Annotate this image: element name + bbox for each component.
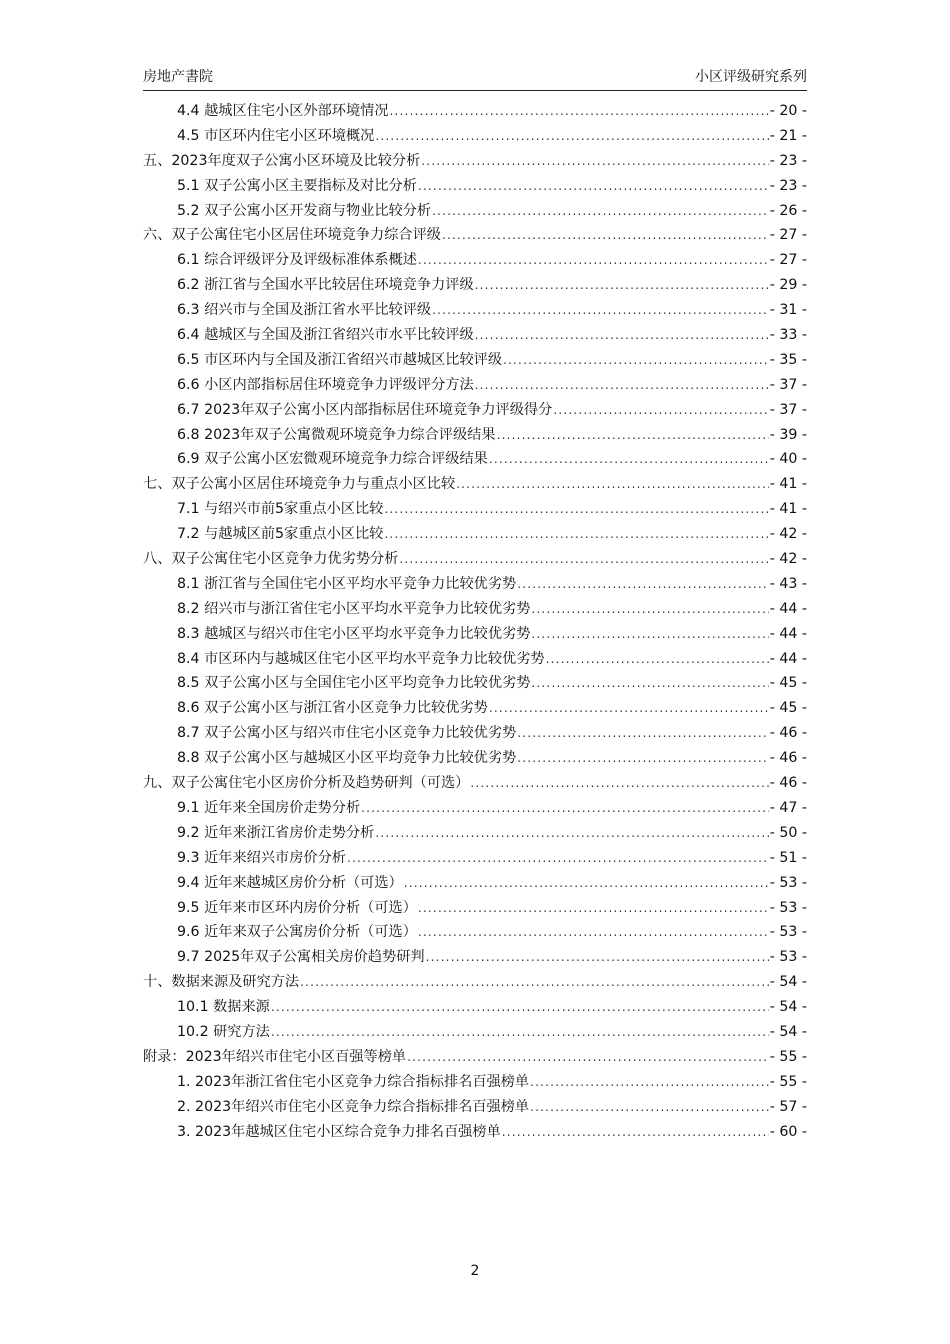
toc-entry-page: - 54 - bbox=[769, 999, 807, 1016]
toc-entry[interactable] bbox=[143, 223, 807, 248]
toc-dot-leader bbox=[432, 199, 769, 224]
toc-entry-page: - 41 - bbox=[769, 476, 807, 493]
toc-entry[interactable] bbox=[143, 945, 807, 970]
toc-dot-leader bbox=[531, 597, 768, 622]
toc-entry-page: - 53 - bbox=[769, 899, 807, 916]
toc-entry-page: - 44 - bbox=[769, 600, 807, 617]
toc-entry[interactable] bbox=[143, 796, 807, 821]
toc-entry-page: - 53 - bbox=[769, 874, 807, 891]
toc-entry[interactable] bbox=[143, 1020, 807, 1045]
toc-dot-leader bbox=[418, 920, 769, 945]
toc-entry[interactable] bbox=[143, 1095, 807, 1120]
toc-dot-leader bbox=[418, 248, 769, 273]
toc-entry-page: - 33 - bbox=[769, 327, 807, 344]
toc-entry[interactable] bbox=[143, 746, 807, 771]
toc-dot-leader bbox=[470, 771, 768, 796]
toc-entry-label: 4.4 越城区住宅小区外部环境情况 bbox=[177, 103, 389, 119]
toc-entry-label: 7.1 与绍兴市前5家重点小区比较 bbox=[177, 501, 384, 518]
toc-entry-label: 6.1 综合评级评分及评级标准体系概述 bbox=[177, 252, 417, 269]
toc-entry-label: 6.8 2023年双子公寓微观环境竞争力综合评级结果 bbox=[177, 426, 496, 443]
toc-entry-page: - 47 - bbox=[769, 799, 807, 816]
toc-entry-label: 2. 2023年绍兴市住宅小区竞争力综合指标排名百强榜单 bbox=[177, 1098, 530, 1115]
toc-entry[interactable] bbox=[143, 647, 807, 672]
toc-dot-leader bbox=[531, 622, 768, 647]
toc-dot-leader bbox=[300, 970, 769, 995]
toc-entry-page: - 44 - bbox=[769, 650, 807, 667]
toc-dot-leader bbox=[375, 821, 768, 846]
toc-entry[interactable] bbox=[143, 99, 807, 124]
toc-entry-page: - 42 - bbox=[769, 526, 807, 543]
toc-entry-page: - 60 - bbox=[769, 1123, 807, 1140]
toc-entry-label: 6.5 市区环内与全国及浙江省绍兴市越城区比较评级 bbox=[177, 351, 503, 368]
toc-entry-label: 1. 2023年浙江省住宅小区竞争力综合指标排名百强榜单 bbox=[177, 1073, 530, 1090]
toc-entry[interactable] bbox=[143, 970, 807, 995]
toc-dot-leader bbox=[517, 572, 768, 597]
toc-dot-leader bbox=[489, 696, 769, 721]
toc-entry-label: 9.3 近年来绍兴市房价分析 bbox=[177, 849, 346, 866]
toc-entry[interactable] bbox=[143, 323, 807, 348]
toc-entry-label: 附录：2023年绍兴市住宅小区百强等榜单 bbox=[143, 1048, 407, 1065]
toc-entry-label: 8.7 双子公寓小区与绍兴市住宅小区竞争力比较优劣势 bbox=[177, 725, 517, 742]
toc-entry[interactable] bbox=[143, 846, 807, 871]
toc-entry-page: - 53 - bbox=[769, 949, 807, 966]
toc-entry[interactable] bbox=[143, 174, 807, 199]
toc-entry-label: 8.1 浙江省与全国住宅小区平均水平竞争力比较优劣势 bbox=[177, 575, 517, 592]
toc-dot-leader bbox=[530, 1070, 769, 1095]
toc-entry[interactable] bbox=[143, 497, 807, 522]
toc-entry-page: - 37 - bbox=[769, 401, 807, 418]
toc-entry-label: 9.2 近年来浙江省房价走势分析 bbox=[177, 824, 375, 841]
toc-entry-page: - 31 - bbox=[769, 302, 807, 319]
toc-entry[interactable] bbox=[143, 1120, 807, 1145]
toc-entry-page: - 43 - bbox=[769, 575, 807, 592]
toc-dot-leader bbox=[497, 423, 769, 448]
toc-entry-page: - 46 - bbox=[769, 725, 807, 742]
toc-entry[interactable] bbox=[143, 995, 807, 1020]
toc-dot-leader bbox=[361, 796, 769, 821]
toc-dot-leader bbox=[421, 149, 768, 174]
toc-entry-label: 8.4 市区环内与越城区住宅小区平均水平竞争力比较优劣势 bbox=[177, 650, 545, 667]
toc-dot-leader bbox=[399, 547, 768, 572]
toc-dot-leader bbox=[375, 124, 768, 149]
toc-entry[interactable] bbox=[143, 149, 807, 174]
toc-entry[interactable] bbox=[143, 472, 807, 497]
toc-entry-page: - 40 - bbox=[769, 451, 807, 468]
toc-entry[interactable] bbox=[143, 622, 807, 647]
toc-dot-leader bbox=[404, 871, 769, 896]
toc-dot-leader bbox=[442, 223, 769, 248]
toc-entry-label: 九、双子公寓住宅小区房价分析及趋势研判（可选） bbox=[143, 775, 470, 792]
header-publisher: 房地产書院 bbox=[143, 69, 213, 85]
toc-dot-leader bbox=[418, 896, 769, 921]
toc-entry-page: - 42 - bbox=[769, 551, 807, 568]
toc-entry[interactable] bbox=[143, 821, 807, 846]
toc-dot-leader bbox=[475, 323, 769, 348]
toc-entry-page: - 37 - bbox=[769, 376, 807, 393]
toc-entry-page: - 35 - bbox=[769, 351, 807, 368]
toc-entry[interactable] bbox=[143, 547, 807, 572]
toc-entry[interactable] bbox=[143, 721, 807, 746]
toc-entry[interactable] bbox=[143, 398, 807, 423]
toc-dot-leader bbox=[432, 298, 769, 323]
toc-dot-leader bbox=[530, 1095, 769, 1120]
toc-entry-page: - 46 - bbox=[769, 775, 807, 792]
toc-entry-label: 8.8 双子公寓小区与越城区小区平均竞争力比较优劣势 bbox=[177, 750, 517, 767]
toc-entry-page: - 23 - bbox=[769, 152, 807, 169]
toc-dot-leader bbox=[517, 721, 768, 746]
toc-entry-label: 9.7 2025年双子公寓相关房价趋势研判 bbox=[177, 949, 425, 966]
toc-dot-leader bbox=[489, 447, 769, 472]
toc-entry-label: 5.2 双子公寓小区开发商与物业比较分析 bbox=[177, 202, 432, 219]
toc-dot-leader bbox=[502, 1120, 769, 1145]
toc-entry-label: 9.1 近年来全国房价走势分析 bbox=[177, 799, 361, 816]
toc-entry-label: 9.5 近年来市区环内房价分析（可选） bbox=[177, 899, 417, 916]
toc-dot-leader bbox=[390, 99, 769, 124]
toc-entry-label: 十、数据来源及研究方法 bbox=[143, 974, 300, 991]
toc-entry-page: - 54 - bbox=[769, 1023, 807, 1040]
toc-entry[interactable] bbox=[143, 423, 807, 448]
toc-entry[interactable] bbox=[143, 1045, 807, 1070]
toc-entry[interactable] bbox=[143, 522, 807, 547]
toc-entry-page: - 29 - bbox=[769, 277, 807, 294]
toc-entry[interactable] bbox=[143, 871, 807, 896]
toc-entry[interactable] bbox=[143, 1070, 807, 1095]
toc-dot-leader bbox=[418, 174, 769, 199]
toc-entry-label: 9.4 近年来越城区房价分析（可选） bbox=[177, 874, 403, 891]
toc-dot-leader bbox=[456, 472, 769, 497]
toc-entry-label: 6.2 浙江省与全国水平比较居住环境竞争力评级 bbox=[177, 277, 474, 294]
toc-entry-page: - 27 - bbox=[769, 252, 807, 269]
toc-entry[interactable] bbox=[143, 920, 807, 945]
toc-entry-label: 8.3 越城区与绍兴市住宅小区平均水平竞争力比较优劣势 bbox=[177, 625, 531, 642]
toc-entry[interactable] bbox=[143, 572, 807, 597]
header-series-title: 小区评级研究系列 bbox=[695, 69, 807, 85]
toc-entry[interactable] bbox=[143, 273, 807, 298]
toc-entry-page: - 50 - bbox=[769, 824, 807, 841]
toc-dot-leader bbox=[384, 522, 768, 547]
toc-dot-leader bbox=[426, 945, 769, 970]
toc-entry-label: 6.7 2023年双子公寓小区内部指标居住环境竞争力评级得分 bbox=[177, 401, 553, 418]
toc-entry-label: 9.6 近年来双子公寓房价分析（可选） bbox=[177, 924, 417, 941]
toc-entry[interactable] bbox=[143, 248, 807, 273]
toc-entry-label: 8.2 绍兴市与浙江省住宅小区平均水平竞争力比较优劣势 bbox=[177, 600, 531, 617]
toc-dot-leader bbox=[271, 995, 769, 1020]
toc-entry-page: - 39 - bbox=[769, 426, 807, 443]
toc-entry-page: - 46 - bbox=[769, 750, 807, 767]
toc-entry-label: 6.4 越城区与全国及浙江省绍兴市水平比较评级 bbox=[177, 327, 474, 344]
toc-entry[interactable] bbox=[143, 298, 807, 323]
toc-entry-page: - 45 - bbox=[769, 700, 807, 717]
toc-entry-page: - 20 - bbox=[769, 103, 807, 119]
toc-entry-page: - 21 - bbox=[769, 127, 807, 144]
toc-entry-label: 3. 2023年越城区住宅小区综合竞争力排名百强榜单 bbox=[177, 1123, 501, 1140]
toc-entry[interactable] bbox=[143, 597, 807, 622]
toc-entry-page: - 41 - bbox=[769, 501, 807, 518]
toc-entry[interactable] bbox=[143, 896, 807, 921]
toc-entry[interactable] bbox=[143, 671, 807, 696]
toc-entry-label: 6.9 双子公寓小区宏微观环境竞争力综合评级结果 bbox=[177, 451, 488, 468]
toc-entry[interactable] bbox=[143, 771, 807, 796]
toc-entry-label: 10.1 数据来源 bbox=[177, 999, 270, 1016]
toc-dot-leader bbox=[384, 497, 768, 522]
toc-entry[interactable] bbox=[143, 696, 807, 721]
toc-entry-label: 10.2 研究方法 bbox=[177, 1023, 270, 1040]
toc-entry-label: 6.6 小区内部指标居住环境竞争力评级评分方法 bbox=[177, 376, 474, 393]
toc-entry[interactable] bbox=[143, 199, 807, 224]
toc-entry[interactable] bbox=[143, 373, 807, 398]
toc-entry-page: - 23 - bbox=[769, 177, 807, 194]
toc-entry-label: 8.5 双子公寓小区与全国住宅小区平均竞争力比较优劣势 bbox=[177, 675, 531, 692]
page-header bbox=[143, 66, 807, 91]
toc-entry-label: 5.1 双子公寓小区主要指标及对比分析 bbox=[177, 177, 417, 194]
toc-entry-page: - 53 - bbox=[769, 924, 807, 941]
toc-entry-page: - 45 - bbox=[769, 675, 807, 692]
toc-dot-leader bbox=[531, 671, 768, 696]
toc-dot-leader bbox=[347, 846, 769, 871]
toc-entry-page: - 26 - bbox=[769, 202, 807, 219]
toc-entry-label: 7.2 与越城区前5家重点小区比较 bbox=[177, 526, 384, 543]
toc-entry-page: - 55 - bbox=[769, 1048, 807, 1065]
toc-entry-label: 六、双子公寓住宅小区居住环境竞争力综合评级 bbox=[143, 227, 441, 244]
toc-entry-label: 4.5 市区环内住宅小区环境概况 bbox=[177, 127, 375, 144]
toc-entry-page: - 51 - bbox=[769, 849, 807, 866]
toc-dot-leader bbox=[475, 373, 769, 398]
page-number: 2 bbox=[470, 1263, 480, 1279]
toc-dot-leader bbox=[546, 647, 769, 672]
toc-entry[interactable] bbox=[143, 124, 807, 149]
toc-dot-leader bbox=[475, 273, 769, 298]
toc-entry-page: - 55 - bbox=[769, 1073, 807, 1090]
toc-entry-page: - 44 - bbox=[769, 625, 807, 642]
toc-dot-leader bbox=[407, 1045, 769, 1070]
toc-entry-page: - 27 - bbox=[769, 227, 807, 244]
toc-dot-leader bbox=[553, 398, 768, 423]
toc-entry[interactable] bbox=[143, 447, 807, 472]
toc-entry-page: - 57 - bbox=[769, 1098, 807, 1115]
toc-dot-leader bbox=[517, 746, 768, 771]
toc-dot-leader bbox=[271, 1020, 769, 1045]
toc-entry-page: - 54 - bbox=[769, 974, 807, 991]
toc-entry-label: 8.6 双子公寓小区与浙江省小区竞争力比较优劣势 bbox=[177, 700, 488, 717]
table-of-contents bbox=[143, 99, 807, 1144]
toc-entry[interactable] bbox=[143, 348, 807, 373]
toc-entry-label: 八、双子公寓住宅小区竞争力优劣势分析 bbox=[143, 551, 399, 568]
toc-entry-label: 七、双子公寓小区居住环境竞争力与重点小区比较 bbox=[143, 476, 456, 493]
toc-entry-label: 6.3 绍兴市与全国及浙江省水平比较评级 bbox=[177, 302, 432, 319]
toc-entry-label: 五、2023年度双子公寓小区环境及比较分析 bbox=[143, 152, 421, 169]
toc-dot-leader bbox=[503, 348, 769, 373]
